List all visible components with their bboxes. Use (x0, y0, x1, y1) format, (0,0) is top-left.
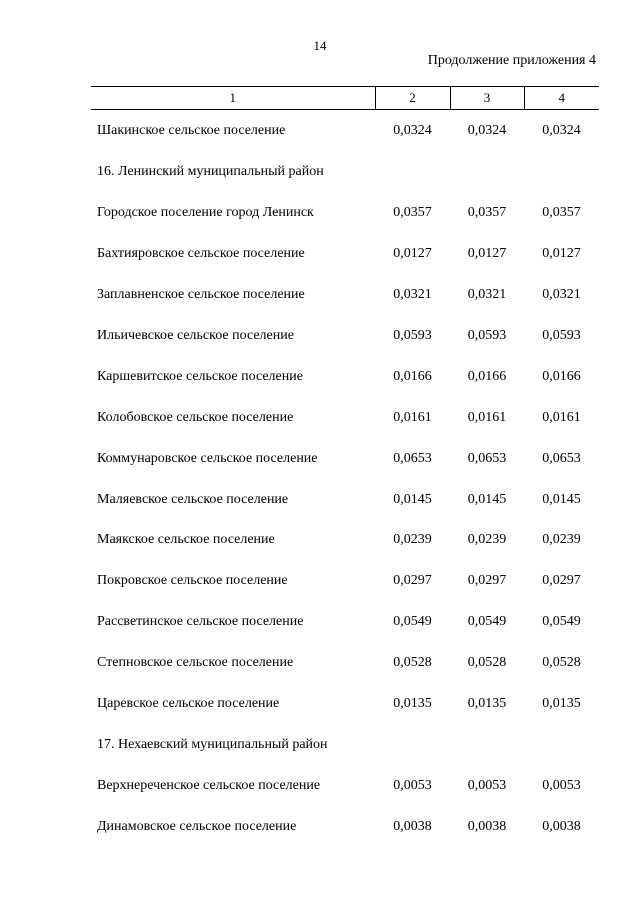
continuation-caption: Продолжение приложения 4 (427, 53, 596, 68)
value-cell-3: 0,0127 (467, 246, 507, 262)
value-cell-2: 0,0161 (393, 409, 432, 425)
table-row (91, 684, 599, 725)
value-cell-2: 0,0321 (393, 287, 432, 303)
value-cell-4: 0,0528 (542, 655, 581, 671)
value-cell-4: 0,0053 (542, 777, 581, 793)
settlement-name: Заплавненское сельское поселение (97, 287, 305, 303)
settlement-name: Колобовское сельское поселение (97, 409, 294, 425)
table-row (91, 765, 599, 806)
value-cell-3: 0,0653 (467, 450, 507, 466)
value-cell-2: 0,0324 (393, 123, 432, 138)
value-cell-4: 0,0038 (542, 818, 581, 834)
value-cell-2: 0,0653 (393, 450, 432, 466)
value-cell-4: 0,0127 (542, 246, 581, 262)
settlement-name: Ильичевское сельское поселение (97, 328, 294, 343)
table-row (91, 275, 599, 316)
value-cell-2 (375, 152, 450, 193)
table-row (91, 234, 599, 275)
settlement-name: Каршевитское сельское поселение (97, 368, 303, 384)
value-cell-4: 0,0145 (542, 491, 581, 507)
value-cell-2: 0,0038 (393, 818, 432, 834)
value-cell-4 (524, 724, 599, 765)
allocation-table (91, 86, 599, 847)
column-header-1: 1 (91, 87, 375, 110)
settlement-name: Царевское сельское поселение (97, 696, 280, 712)
value-cell-3: 0,0239 (467, 532, 507, 548)
value-cell-3: 0,0161 (467, 409, 507, 425)
value-cell-4: 0,0653 (542, 450, 581, 466)
value-cell-3: 0,0166 (467, 368, 507, 384)
value-cell-2: 0,0135 (393, 696, 432, 712)
value-cell-2: 0,0145 (393, 491, 432, 507)
table-row (91, 193, 599, 234)
value-cell-4: 0,0135 (542, 696, 581, 712)
settlement-name: Верхнереченское сельское поселение (97, 777, 321, 793)
value-cell-3: 0,0357 (467, 205, 507, 221)
table-row (91, 397, 599, 438)
value-cell-3 (450, 724, 524, 765)
value-cell-2: 0,0239 (393, 532, 432, 548)
table-row (91, 806, 599, 847)
table-row (91, 356, 599, 397)
value-cell-3: 0,0135 (467, 696, 507, 712)
value-cell-4: 0,0297 (542, 573, 581, 589)
value-cell-4: 0,0239 (542, 532, 581, 548)
table-row (91, 561, 599, 602)
value-cell-4: 0,0593 (542, 328, 581, 343)
district-heading: 17. Нехаевский муниципальный район (97, 736, 328, 752)
value-cell-4 (524, 152, 599, 193)
table-row (91, 479, 599, 520)
value-cell-3: 0,0593 (467, 328, 507, 343)
value-cell-2: 0,0127 (393, 246, 432, 262)
table-header-row (91, 87, 599, 110)
settlement-name: Степновское сельское поселение (97, 655, 294, 671)
column-header-2: 2 (375, 87, 450, 110)
settlement-name: Маякское сельское поселение (97, 532, 275, 548)
page-number: 14 (313, 38, 327, 53)
value-cell-4: 0,0166 (542, 368, 581, 384)
value-cell-2 (375, 724, 450, 765)
value-cell-3: 0,0145 (467, 491, 507, 507)
table-row (91, 110, 599, 153)
column-header-3: 3 (450, 87, 524, 110)
table-body (91, 110, 599, 848)
value-cell-4: 0,0549 (542, 614, 581, 630)
value-cell-3: 0,0549 (467, 614, 507, 630)
value-cell-4: 0,0161 (542, 409, 581, 425)
settlement-name: Покровское сельское поселение (97, 573, 288, 589)
table-row (91, 438, 599, 479)
value-cell-2: 0,0528 (393, 655, 432, 671)
settlement-name: Бахтияровское сельское поселение (97, 246, 305, 262)
section-row (91, 724, 599, 765)
settlement-name: Динамовское сельское поселение (97, 818, 297, 834)
table-row (91, 316, 599, 357)
district-heading: 16. Ленинский муниципальный район (97, 164, 324, 180)
column-header-4: 4 (524, 87, 599, 110)
value-cell-3: 0,0321 (467, 287, 507, 303)
value-cell-2: 0,0593 (393, 328, 432, 343)
value-cell-4: 0,0357 (542, 205, 581, 221)
value-cell-3 (450, 152, 524, 193)
settlement-name: Городское поселение город Ленинск (97, 205, 314, 221)
value-cell-3: 0,0324 (467, 123, 507, 138)
value-cell-4: 0,0324 (542, 123, 581, 138)
value-cell-2: 0,0166 (393, 368, 432, 384)
value-cell-3: 0,0297 (467, 573, 507, 589)
settlement-name: Рассветинское сельское поселение (97, 614, 304, 630)
value-cell-3: 0,0038 (467, 818, 507, 834)
settlement-name: Маляевское сельское поселение (97, 491, 289, 507)
settlement-name: Коммунаровское сельское поселение (97, 450, 318, 466)
value-cell-3: 0,0528 (467, 655, 507, 671)
value-cell-2: 0,0297 (393, 573, 432, 589)
value-cell-3: 0,0053 (467, 777, 507, 793)
value-cell-2: 0,0357 (393, 205, 432, 221)
value-cell-2: 0,0053 (393, 777, 432, 793)
table-row (91, 643, 599, 684)
table-row (91, 520, 599, 561)
value-cell-4: 0,0321 (542, 287, 581, 303)
value-cell-2: 0,0549 (393, 614, 432, 630)
table-row (91, 602, 599, 643)
section-row (91, 152, 599, 193)
settlement-name: Шакинское сельское поселение (97, 123, 286, 138)
